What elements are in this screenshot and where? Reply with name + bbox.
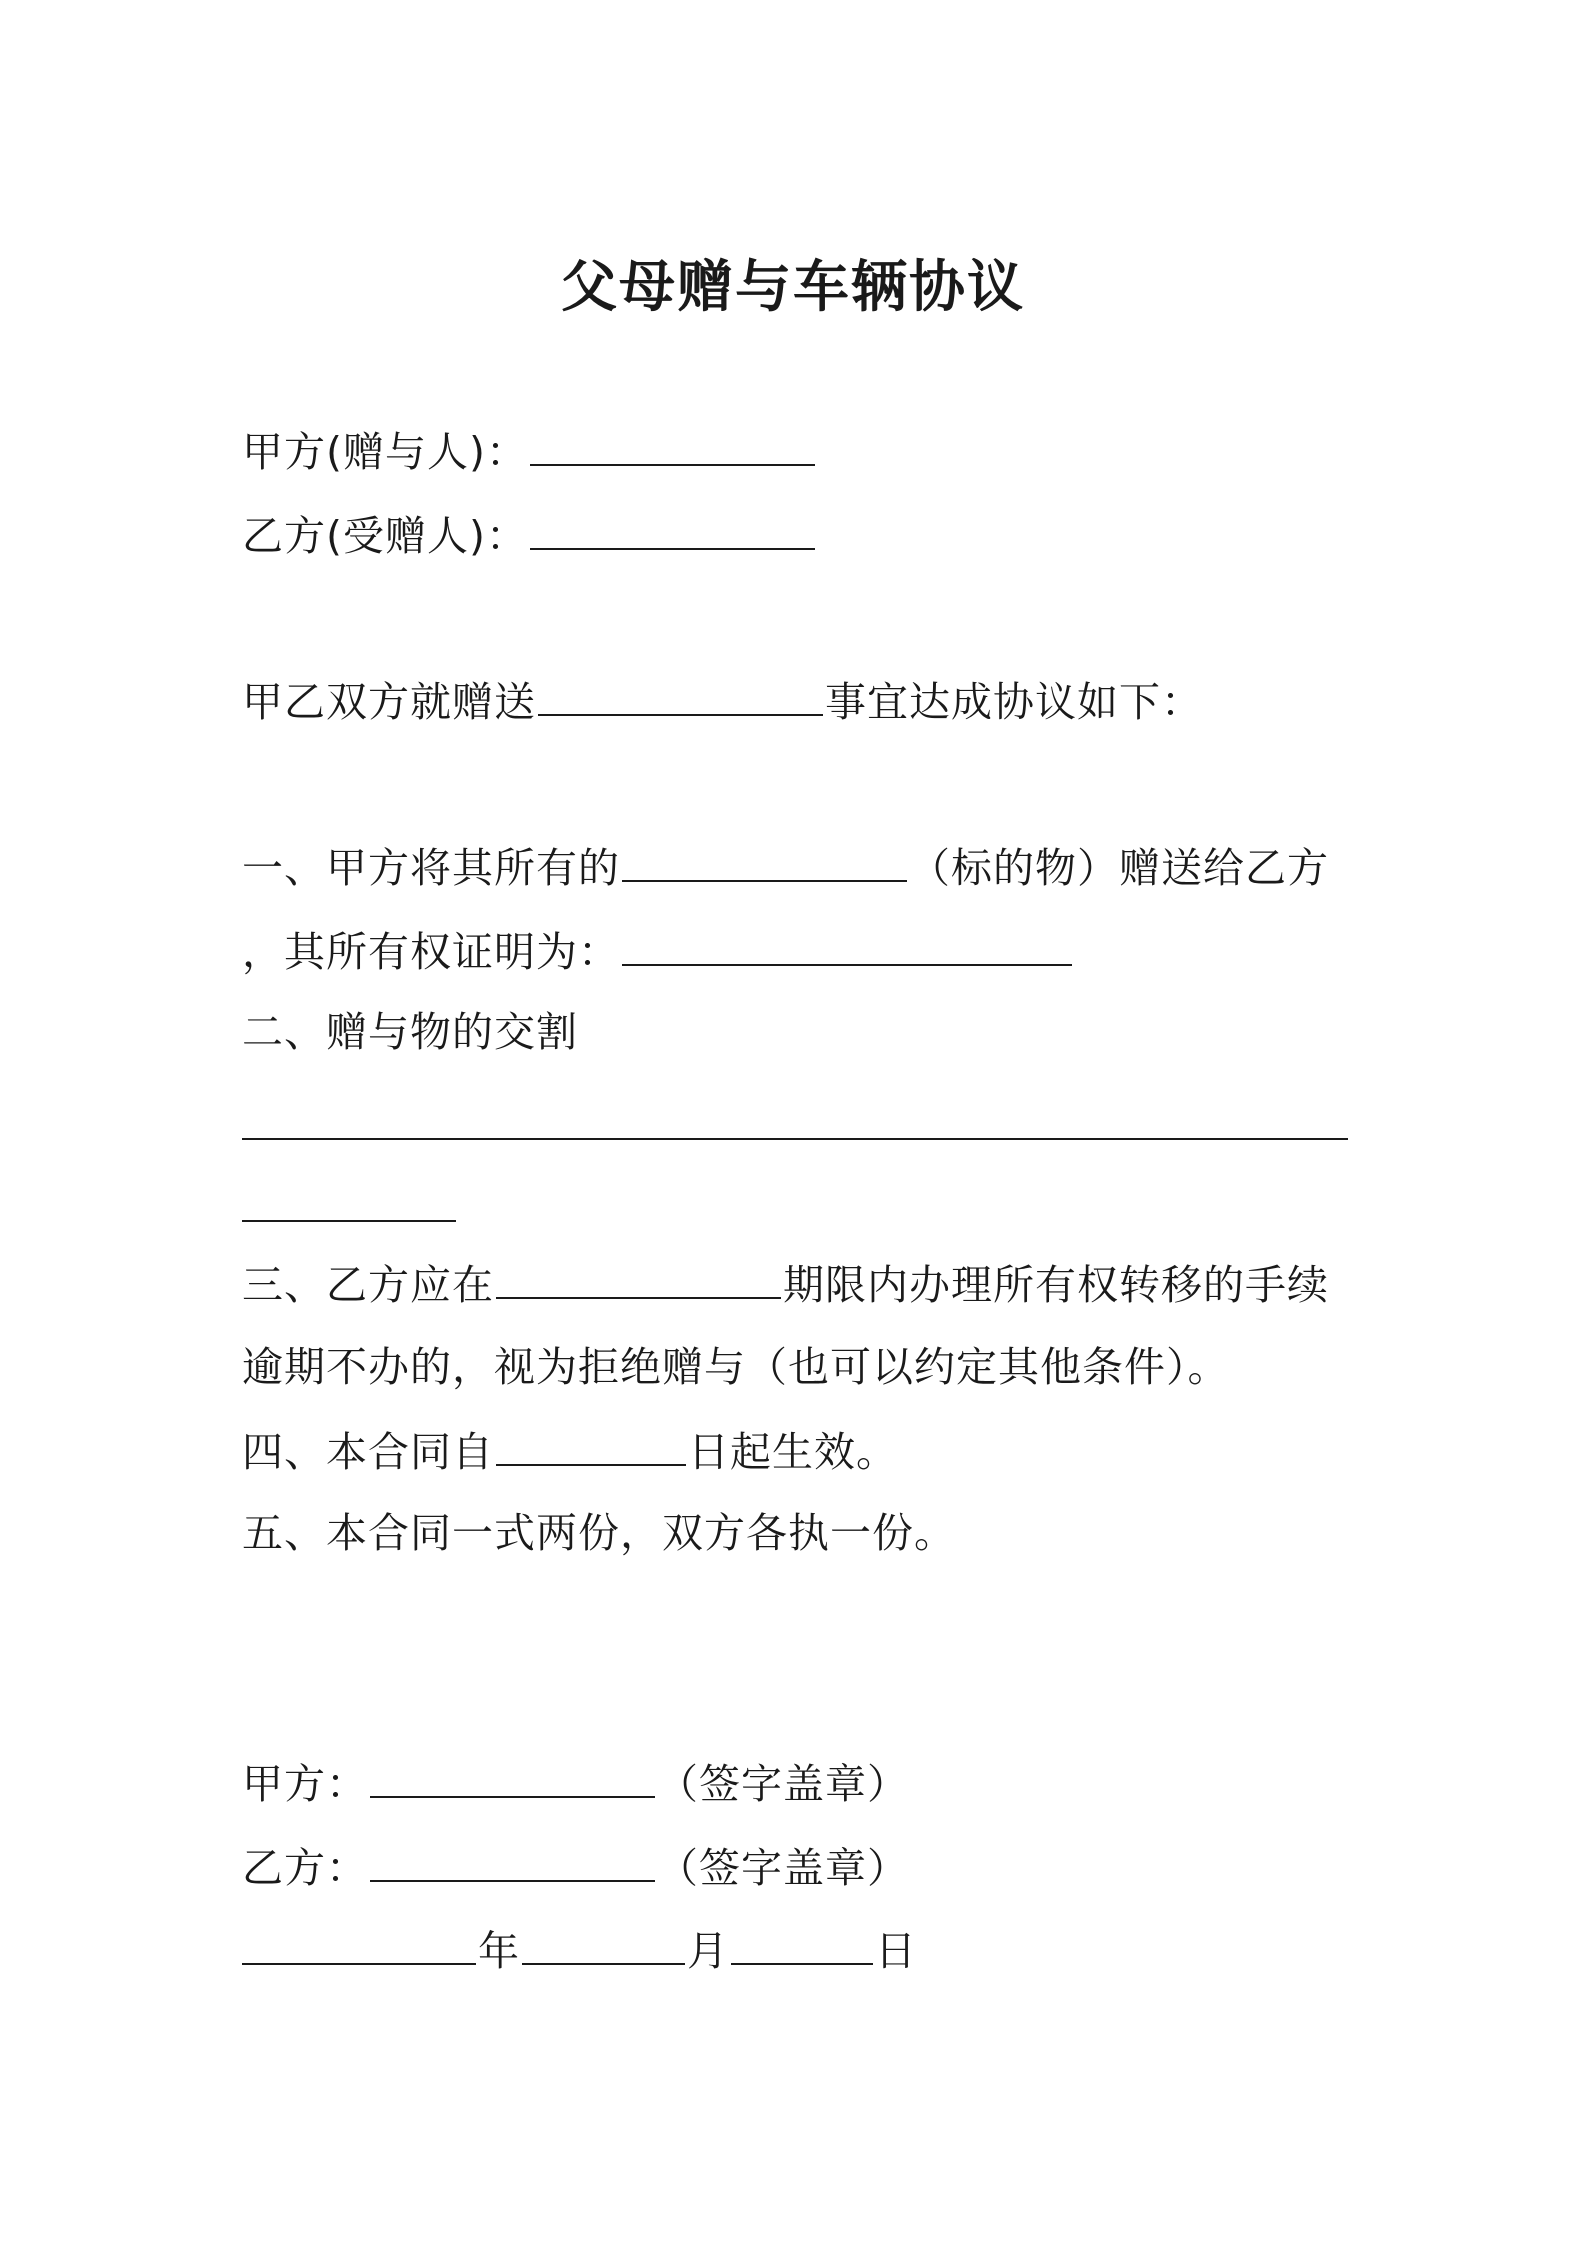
clause-4-prefix: 四、本合同自 bbox=[242, 1428, 494, 1476]
clause-3-cont: 逾期不办的，视为拒绝赠与（也可以约定其他条件）。 bbox=[242, 1343, 1230, 1391]
clause-4-suffix: 日起生效。 bbox=[688, 1428, 898, 1476]
document-title: 父母赠与车辆协议 bbox=[561, 255, 1025, 320]
party-b-line bbox=[242, 504, 817, 566]
signature-b-blank[interactable] bbox=[370, 1836, 655, 1882]
gift-item-blank[interactable] bbox=[538, 670, 823, 716]
clause-3-cont-line bbox=[242, 1337, 1230, 1397]
clause-3-suffix: 期限内办理所有权转移的手续 bbox=[783, 1261, 1329, 1309]
party-b-label: 乙方(受赠人)： bbox=[242, 512, 528, 560]
clause-1-line bbox=[242, 836, 1329, 898]
signature-b-label: 乙方： bbox=[242, 1844, 368, 1892]
party-a-blank[interactable] bbox=[530, 420, 815, 466]
month-blank[interactable] bbox=[522, 1919, 685, 1965]
month-label: 月 bbox=[687, 1927, 729, 1975]
signature-a-blank[interactable] bbox=[370, 1752, 655, 1798]
intro-prefix: 甲乙双方就赠送 bbox=[242, 678, 536, 726]
party-a-label: 甲方(赠与人)： bbox=[242, 428, 528, 476]
clause-1-suffix: （标的物）赠送给乙方 bbox=[909, 844, 1329, 892]
clause-2-line bbox=[242, 1002, 578, 1062]
delivery-blank-line-2[interactable] bbox=[242, 1220, 456, 1222]
signature-b-line bbox=[242, 1836, 909, 1898]
party-b-blank[interactable] bbox=[530, 504, 815, 550]
subject-matter-blank[interactable] bbox=[622, 836, 907, 882]
date-line bbox=[242, 1919, 917, 1981]
clause-5-text: 五、本合同一式两份，双方各执一份。 bbox=[242, 1509, 956, 1557]
signature-a-line bbox=[242, 1752, 909, 1814]
clause-4-line bbox=[242, 1420, 898, 1482]
party-a-line bbox=[242, 420, 817, 482]
clause-5-line bbox=[242, 1503, 956, 1563]
clause-2-text: 二、赠与物的交割 bbox=[242, 1008, 578, 1056]
transfer-period-blank[interactable] bbox=[496, 1253, 781, 1299]
intro-suffix: 事宜达成协议如下： bbox=[825, 678, 1203, 726]
clause-1-cont: ，其所有权证明为： bbox=[242, 928, 620, 976]
clause-1-cont-line bbox=[242, 920, 1074, 982]
year-blank[interactable] bbox=[242, 1919, 476, 1965]
ownership-proof-blank[interactable] bbox=[622, 920, 1072, 966]
clause-3-line bbox=[242, 1253, 1329, 1315]
clause-3-prefix: 三、乙方应在 bbox=[242, 1261, 494, 1309]
signature-a-note: （签字盖章） bbox=[657, 1760, 909, 1808]
signature-b-note: （签字盖章） bbox=[657, 1844, 909, 1892]
year-label: 年 bbox=[478, 1927, 520, 1975]
signature-a-label: 甲方： bbox=[242, 1760, 368, 1808]
effective-date-blank[interactable] bbox=[496, 1420, 686, 1466]
clause-1-prefix: 一、甲方将其所有的 bbox=[242, 844, 620, 892]
delivery-blank-line-1[interactable] bbox=[242, 1138, 1348, 1140]
day-label: 日 bbox=[875, 1927, 917, 1975]
day-blank[interactable] bbox=[731, 1919, 873, 1965]
intro-line bbox=[242, 670, 1203, 732]
